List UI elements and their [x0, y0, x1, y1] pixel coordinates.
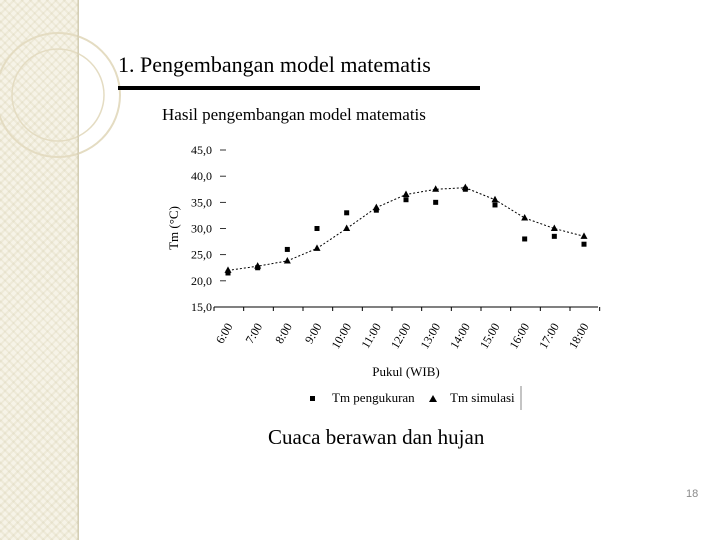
- point-pengukuran: [433, 200, 438, 205]
- point-simulasi: [581, 232, 588, 239]
- x-tick-labels: [213, 321, 592, 352]
- y-tick-label: 45,0: [191, 143, 212, 157]
- y-tick-label: 20,0: [191, 273, 212, 288]
- x-tick-label: 7:00: [242, 320, 266, 346]
- x-tick-label: 13:00: [417, 320, 444, 352]
- y-tick-label: 30,0: [191, 221, 212, 236]
- x-tick-label: 12:00: [387, 320, 414, 352]
- y-axis-title: Tm (°C): [166, 206, 181, 250]
- legend-marker-simulasi: [429, 395, 437, 402]
- chart-marks: [225, 184, 588, 276]
- x-tick-label: 15:00: [476, 320, 503, 352]
- x-tick-label: 9:00: [301, 320, 325, 346]
- chart-axes: [214, 307, 600, 311]
- slide-subtitle: Hasil pengembangan model matematis: [162, 105, 426, 124]
- y-tick-label: 15,0: [191, 300, 212, 314]
- x-tick-label: 10:00: [328, 320, 355, 352]
- chart-caption: Cuaca berawan dan hujan: [268, 425, 485, 449]
- point-simulasi: [403, 190, 410, 197]
- page-number: 18: [686, 488, 699, 500]
- x-tick-label: 17:00: [536, 320, 562, 352]
- x-tick-label: 14:00: [447, 320, 473, 352]
- y-tick-label: 35,0: [191, 195, 212, 210]
- slide-title: 1. Pengembangan model matematis: [118, 52, 431, 77]
- point-pengukuran: [493, 202, 498, 207]
- x-tick-label: 16:00: [506, 320, 533, 352]
- point-simulasi: [225, 266, 232, 273]
- y-tick-label: 25,0: [191, 247, 212, 262]
- point-pengukuran: [552, 234, 557, 239]
- point-pengukuran: [404, 197, 409, 202]
- legend-marker-pengukuran: [310, 396, 315, 401]
- x-tick-label: 6:00: [212, 320, 236, 346]
- point-pengukuran: [522, 236, 527, 241]
- y-tick-labels: [191, 143, 226, 314]
- chart-legend: [310, 386, 521, 410]
- point-pengukuran: [315, 226, 320, 231]
- point-simulasi: [284, 257, 291, 264]
- x-tick-label: 8:00: [272, 320, 295, 346]
- point-pengukuran: [285, 247, 290, 252]
- point-simulasi: [492, 196, 499, 203]
- legend-label-simulasi: Tm simulasi: [450, 390, 515, 405]
- point-simulasi: [432, 185, 439, 192]
- y-tick-label: 40,0: [191, 169, 212, 184]
- x-tick-label: 18:00: [565, 320, 592, 352]
- point-pengukuran: [582, 242, 587, 247]
- point-simulasi: [373, 204, 380, 211]
- x-axis-title: Pukul (WIB): [372, 364, 440, 379]
- point-pengukuran: [344, 210, 349, 215]
- point-simulasi: [343, 225, 350, 232]
- point-simulasi: [521, 214, 528, 221]
- point-simulasi: [314, 244, 321, 251]
- legend-label-pengukuran: Tm pengukuran: [332, 390, 415, 405]
- x-tick-label: 11:00: [358, 320, 384, 351]
